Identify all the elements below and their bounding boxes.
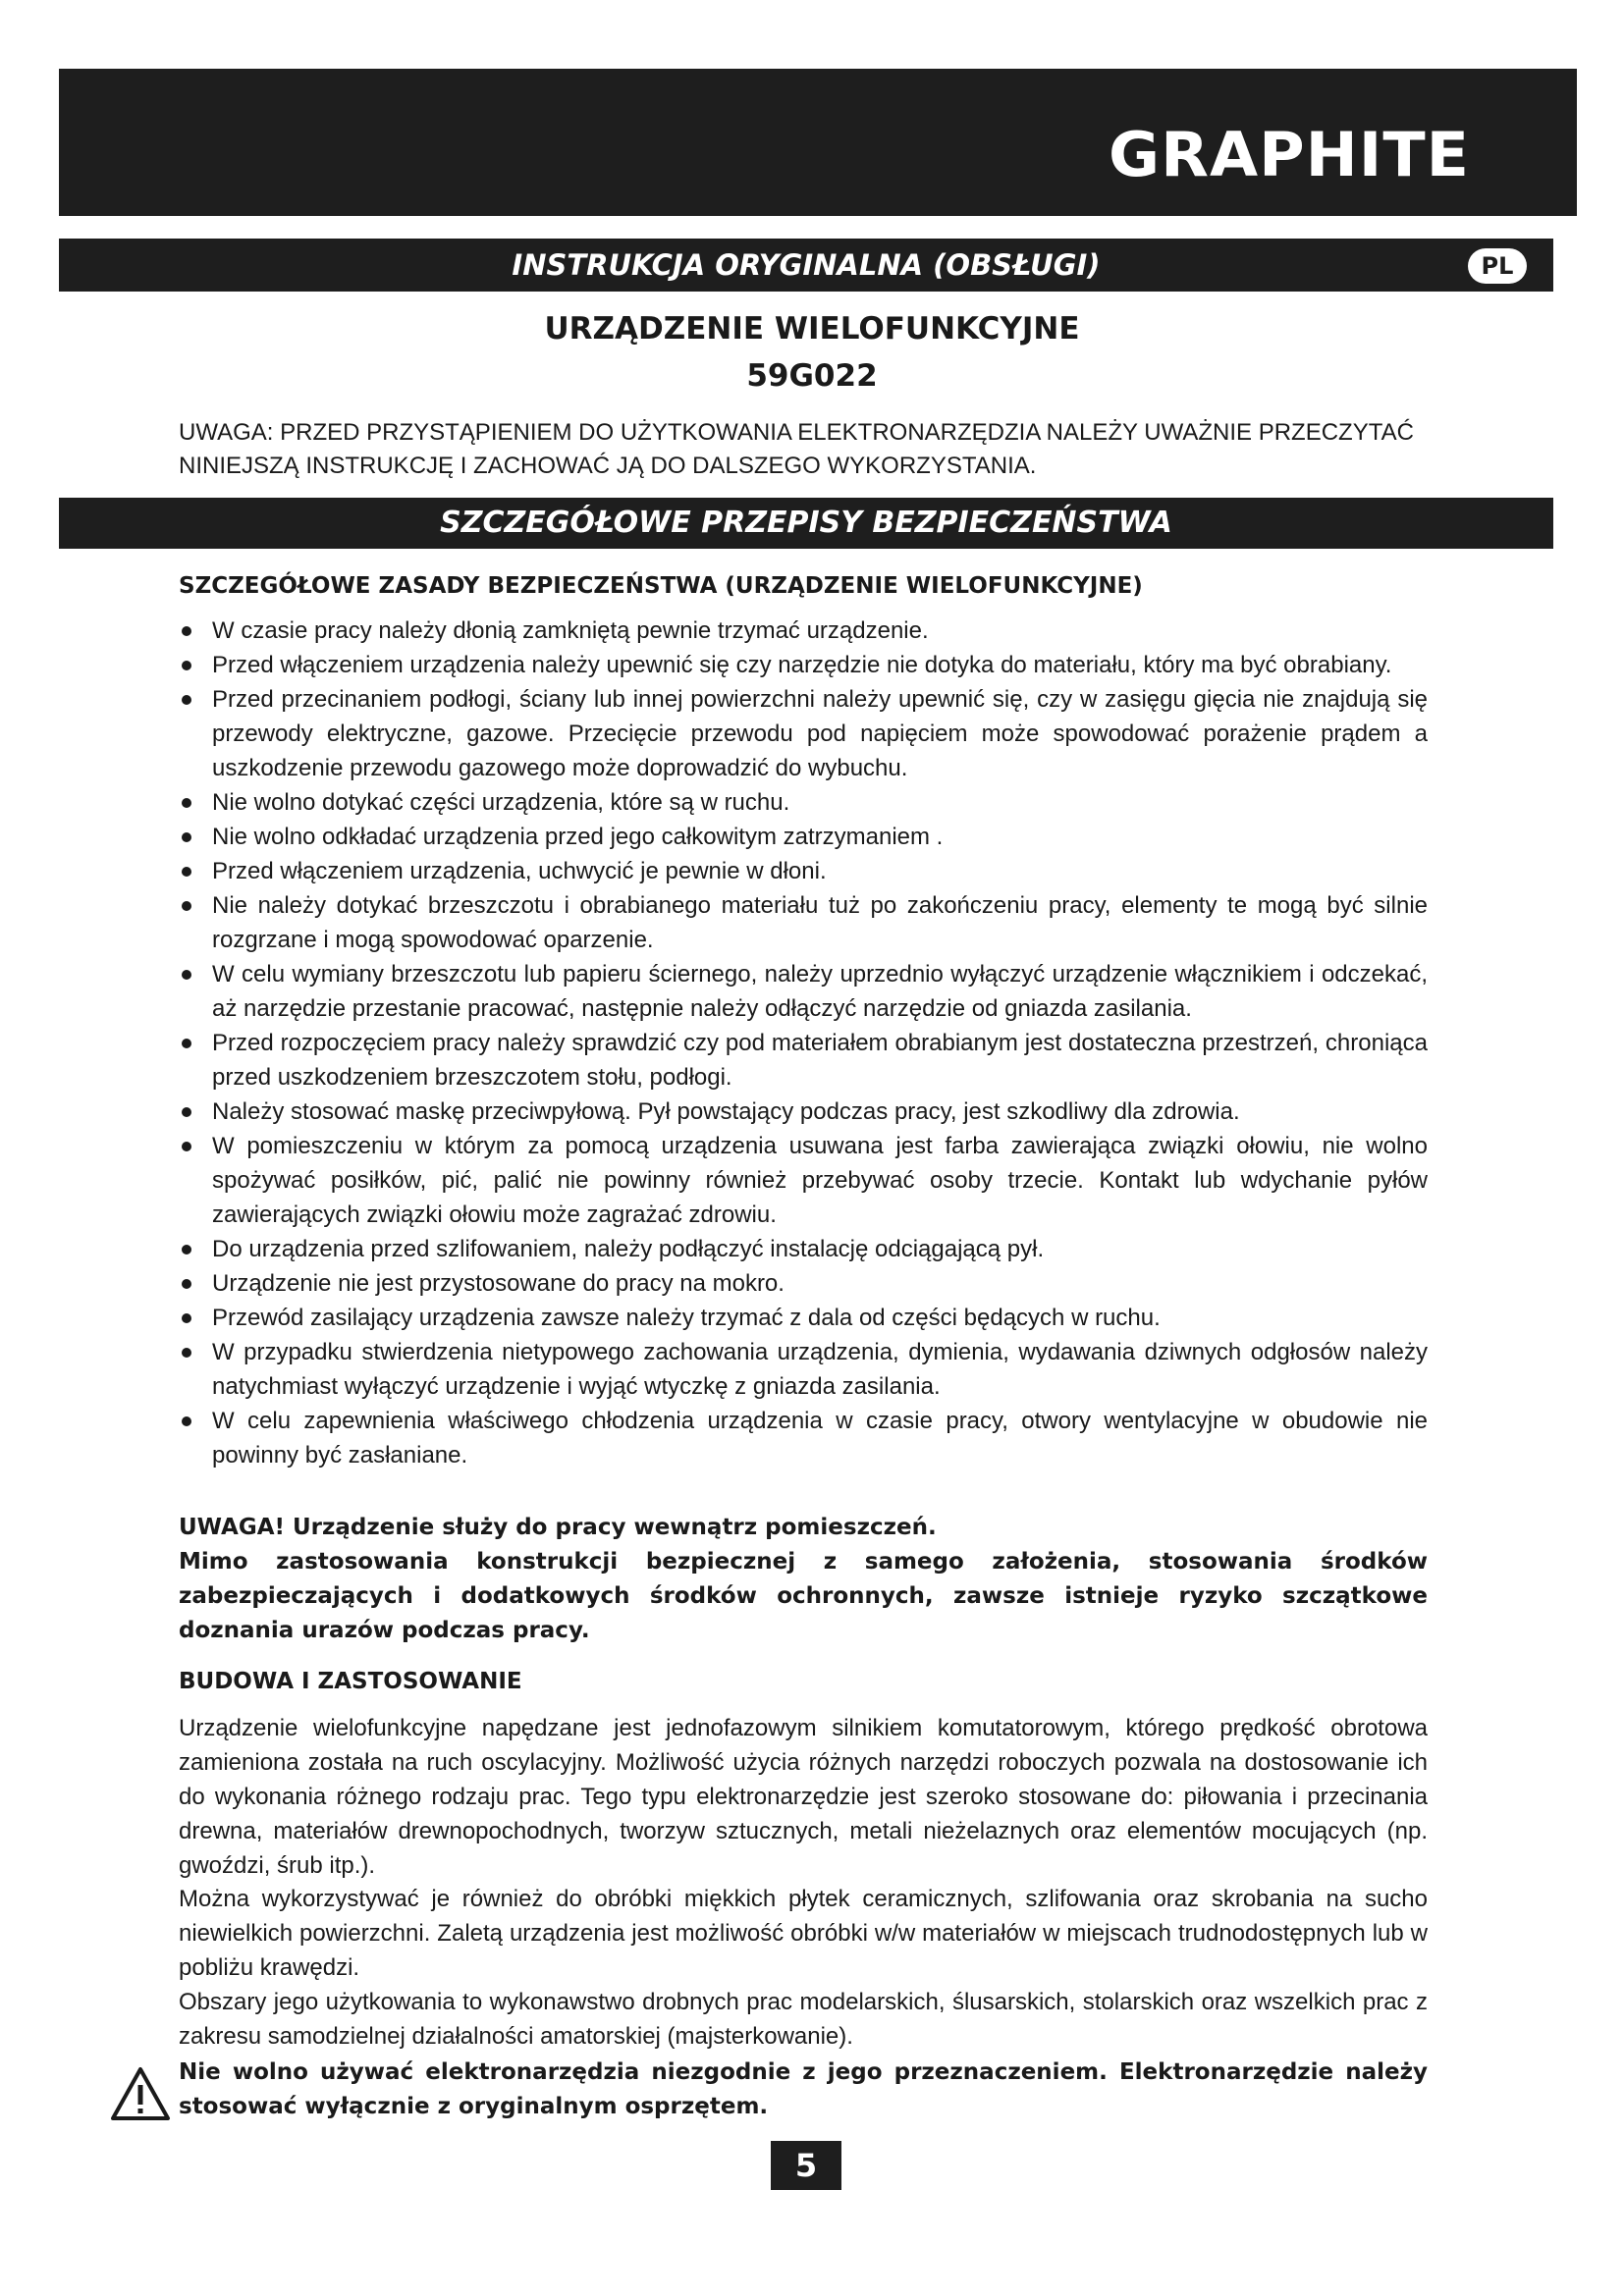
list-item: Należy stosować maskę przeciwpyłową. Pył powstający podczas pracy, jest szkodliwy dla zdrowia. (179, 1095, 1428, 1129)
safety-heading: SZCZEGÓŁOWE ZASADY BEZPIECZEŃSTWA (URZĄDZENIE WIELOFUNKCYJNE) (179, 573, 1143, 599)
construction-heading: BUDOWA I ZASTOSOWANIE (179, 1669, 522, 1694)
product-model: 59G022 (746, 358, 878, 394)
construction-paragraph: Można wykorzystywać je również do obróbki miękkich płytek ceramicznych, szlifowania oraz skrobania na sucho niewielkich powierzchni. Zaletą urządzenia jest możliwość obróbki w/w materiałów w miejscach trudnodostępnych lub w pobliżu krawędzi. (179, 1886, 1428, 1981)
section-band-title: SZCZEGÓŁOWE PRZEPISY BEZPIECZEŃSTWA (440, 506, 1172, 540)
product-name: URZĄDZENIE WIELOFUNKCYJNE (544, 311, 1080, 347)
construction-paragraph: Urządzenie wielofunkcyjne napędzane jest jednofazowym silnikiem komutatorowym, którego prędkość obrotowa zamieniona została na ruch oscylacyjny. Możliwość użycia różnych narzędzi roboczych pozwala na dostosowanie ich do wykonania różnego rodzaju prac. Tego typu elektronarzędzie jest szeroko stosowane do: piłowania i przecinania drewna, materiałów drewnopochodnych, tworzyw sztucznych, metali nieżelaznych oraz elementów mocujących (np. gwoździ, śrub itp.). (179, 1715, 1428, 1879)
manual-title-band (59, 239, 1553, 292)
svg-text:GRAPHITE: GRAPHITE (1109, 121, 1470, 184)
list-item: Przed włączeniem urządzenia, uchwycić je pewnie w dłoni. (179, 854, 1428, 888)
list-item: W pomieszczeniu w którym za pomocą urządzenia usuwana jest farba zawierająca związki ołowiu, nie wolno spożywać posiłków, pić, palić nie powinny również przebywać osoby trzecie. Kontakt lub wdychanie pyłów zawierających związki ołowiu może zagrażać zdrowiu. (179, 1129, 1428, 1232)
graphite-logo (1109, 121, 1472, 184)
list-item: Nie należy dotykać brzeszczotu i obrabianego materiału tuż po zakończeniu pracy, elementy te mogą być silnie rozgrzane i mogą spowodować oparzenie. (179, 888, 1428, 957)
list-item: W celu wymiany brzeszczotu lub papieru ściernego, należy uprzednio wyłączyć urządzenie włącznikiem i odczekać, aż narzędzie przestanie pracować, następnie należy odłączyć narzędzie od gniazda zasilania. (179, 957, 1428, 1026)
intended-use-warning: Nie wolno używać elektronarzędzia niezgodnie z jego przeznaczeniem. Elektronarzędzie należy stosować wyłącznie z oryginalnym osprzętem. (179, 2059, 1428, 2119)
list-item: Przed włączeniem urządzenia należy upewnić się czy narzędzie nie dotyka do materiału, który ma być obrabiany. (179, 648, 1428, 682)
list-item: Przed rozpoczęciem pracy należy sprawdzić czy pod materiałem obrabianym jest dostateczna przestrzeń, chroniąca przed uszkodzeniem brzeszczotem stołu, podłogi. (179, 1026, 1428, 1095)
page-number: 5 (771, 2141, 841, 2190)
read-manual-notice: UWAGA: PRZED PRZYSTĄPIENIEM DO UŻYTKOWANIA ELEKTRONARZĘDZIA NALEŻY UWAŻNIE PRZECZYTAĆ NINIEJSZĄ INSTRUKCJĘ I ZACHOWAĆ JĄ DO DALSZEGO WYKORZYSTANIA. (179, 419, 1414, 479)
construction-paragraph: Obszary jego użytkowania to wykonawstwo drobnych prac modelarskich, ślusarskich, stolarskich oraz wszelkich prac z zakresu samodzielnej działalności amatorskiej (majsterkowanie). (179, 1989, 1428, 2050)
language-badge: PL (1468, 248, 1527, 284)
section-band (59, 498, 1553, 549)
safety-list (179, 614, 1428, 1472)
indoor-use-warning: UWAGA! Urządzenie służy do pracy wewnątrz pomieszczeń. (179, 1515, 937, 1540)
list-item: Urządzenie nie jest przystosowane do pracy na mokro. (179, 1266, 1428, 1301)
warning-triangle-icon (110, 2066, 171, 2121)
graphite-logo-image (1109, 121, 1472, 184)
list-item: Przewód zasilający urządzenia zawsze należy trzymać z dala od części będących w ruchu. (179, 1301, 1428, 1335)
manual-title: INSTRUKCJA ORYGINALNA (OBSŁUGI) (512, 248, 1101, 282)
list-item: W celu zapewnienia właściwego chłodzenia urządzenia w czasie pracy, otwory wentylacyjne w obudowie nie powinny być zasłaniane. (179, 1404, 1428, 1472)
list-item: W czasie pracy należy dłonią zamkniętą pewnie trzymać urządzenie. (179, 614, 1428, 648)
list-item: Nie wolno odkładać urządzenia przed jego całkowitym zatrzymaniem . (179, 820, 1428, 854)
list-item: W przypadku stwierdzenia nietypowego zachowania urządzenia, dymienia, wydawania dziwnych odgłosów należy natychmiast wyłączyć urządzenie i wyjąć wtyczkę z gniazda zasilania. (179, 1335, 1428, 1404)
list-item: Do urządzenia przed szlifowaniem, należy podłączyć instalację odciągającą pył. (179, 1232, 1428, 1266)
residual-risk-warning: Mimo zastosowania konstrukcji bezpiecznej z samego założenia, stosowania środków zabezpieczających i dodatkowych środków ochronnych, zawsze istnieje ryzyko szczątkowe doznania urazów podczas pracy. (179, 1549, 1428, 1643)
list-item: Nie wolno dotykać części urządzenia, które są w ruchu. (179, 785, 1428, 820)
list-item: Przed przecinaniem podłogi, ściany lub innej powierzchni należy upewnić się, czy w zasięgu gięcia nie znajdują się przewody elektryczne, gazowe. Przecięcie przewodu pod napięciem może spowodować porażenie prądem a uszkodzenie przewodu gazowego może doprowadzić do wybuchu. (179, 682, 1428, 785)
